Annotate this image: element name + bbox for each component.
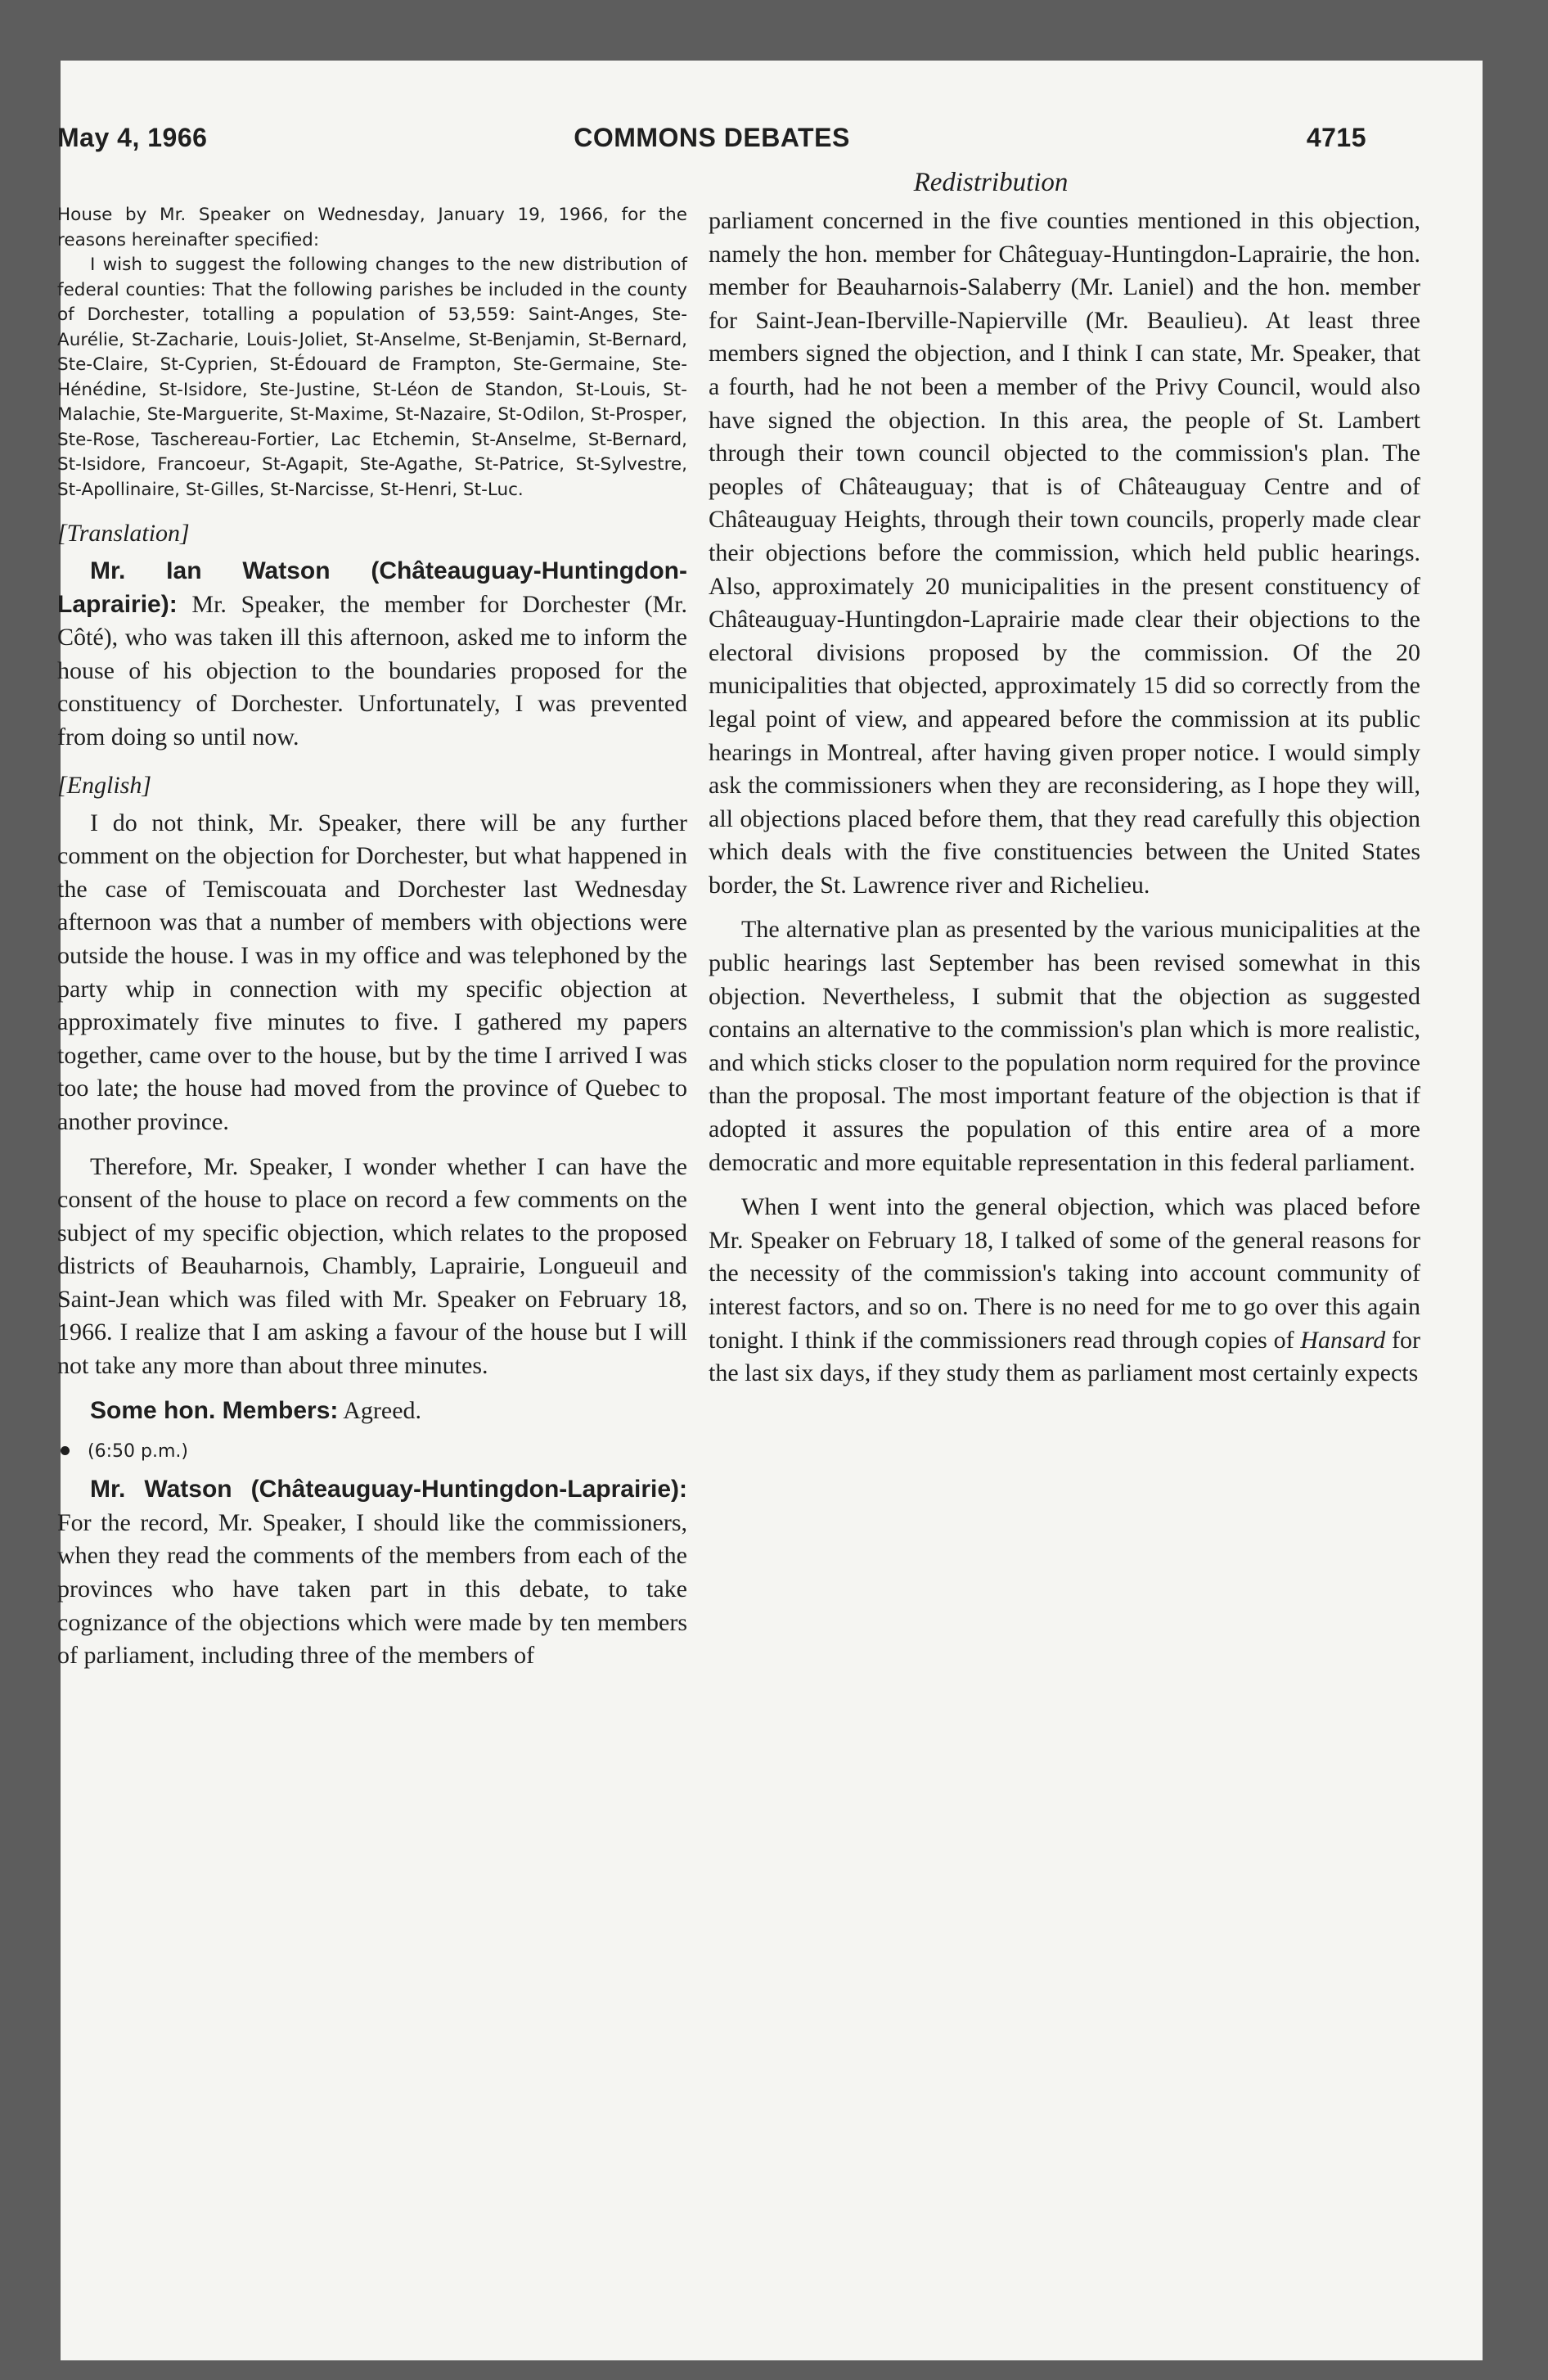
right-column — [709, 205, 1420, 1391]
header-title: COMMONS DEBATES — [574, 123, 850, 152]
left-column — [57, 203, 687, 1673]
hansard-title: Hansard — [1300, 1326, 1386, 1354]
speech-paragraph: Mr. Ian Watson (Châteauguay-Huntingdon-Laprairie): Mr. Speaker, the member for Dorchester (Mr. Côté), who was taken ill this afternoon, asked me to inform the house of his objection to the boundaries proposed for the constituency of Dorchester. Unfortunately, I was prevented from doing so until now. — [57, 557, 688, 751]
section-heading: Redistribution — [913, 168, 1069, 197]
bullet-icon — [61, 1446, 70, 1455]
speech-paragraph: Therefore, Mr. Speaker, I wonder whether I can have the consent of the house to place on record a few comments on the subject of my specific objection, which relates to the proposed districts of Beauharnois, Chambly, Laprairie, Longueuil and Saint-Jean which was filed with Mr. Speaker on February 18, 1966. I realize that I am asking a favour of the house but I will not take any more than about three minutes. — [57, 1152, 687, 1380]
notice-paragraph: House by Mr. Speaker on Wednesday, January 19, 1966, for the reasons hereinafter specified: — [57, 205, 687, 250]
speech-paragraph: The alternative plan as presented by the various municipalities at the public hearings last September has been revised somewhat in this objection. Nevertheless, I submit that the objection as suggested contains an alternative to the commission's plan which is more realistic, and which sticks closer to the population norm required for the province than the proposal. The most important feature of the objection is that if adopted it assures the population of this entire area of a more democratic and more equitable representation in this federal parliament. — [709, 916, 1420, 1176]
speaker-name: Mr. Watson (Châteauguay-Huntingdon-Laprairie): — [90, 1476, 687, 1503]
english-label: [English] — [57, 771, 152, 799]
speech-paragraph: parliament concerned in the five counties mentioned in this objection, namely the hon. member for Châteguay-Huntingdon-Laprairie, the hon. member for Beauharnois-Salaberry (Mr. Laniel) and the hon. member for Saint-Jean-Iberville-Napierville (Mr. Beaulieu). At least three members signed the objection, and I think I can state, Mr. Speaker, that a fourth, had he not been a member of the Privy Council, would also have signed the objection. In this area, the people of St. Lambert through their town council objected to the commission's plan. The peoples of Châteauguay; that is of Châteauguay Centre and of Châteauguay Heights, through their town councils, properly made clear their objections before the commission, which held public hearings. Also, approximately 20 municipalities in the present constituency of Châteauguay-Huntingdon-Laprairie made clear their objections to the electoral divisions proposed by the commission. Of the 20 municipalities that objected, approximately 15 did so correctly from the legal point of view, and appeared before the commission at its public hearings in Montreal, after having given proper notice. I would simply ask the commissioners when they are reconsidering, as I hope they will, all objections placed before them, that they read carefully this objection which deals with the five constituencies between the United States border, the St. Lawrence river and Richelieu. — [709, 207, 1420, 899]
speaker-name: Mr. Ian Watson (Châteauguay-Huntingdon-Laprairie): — [57, 557, 687, 618]
header-page-number: 4715 — [1306, 123, 1366, 152]
notice-paragraph: I wish to suggest the following changes to the new distribution of federal counties: That the following parishes be included in the county of Dorchester, totalling a population of 53,559: Saint-Anges, Ste-Aurélie, St-Zacharie, Louis-Joliet, St-Anselme, St-Benjamin, St-Bernard, Ste-Claire, St-Cyprien, St-Édouard de Frampton, Ste-Germaine, Ste-Hénédine, St-Isidore, Ste-Justine, St-Léon de Standon, St-Louis, St-Malachie, Ste-Marguerite, St-Maxime, St-Nazaire, St-Odilon, St-Prosper, Ste-Rose, Taschereau-Fortier, Lac Etchemin, St-Anselme, St-Bernard, St-Isidore, Francoeur, St-Agapit, Ste-Agathe, St-Patrice, St-Sylvestre, St-Apollinaire, St-Gilles, St-Narcisse, St-Henri, St-Luc. — [57, 255, 687, 500]
page-header — [57, 123, 1366, 169]
objection-notice — [57, 203, 687, 503]
time-marker: (6:50 p.m.) — [57, 1436, 687, 1468]
speech-paragraph: When I went into the general objection, which was placed before Mr. Speaker on February 18, I talked of some of the general reasons for the necessity of the commission's taking into account community of interest factors, and so on. There is no need for me to go over this again tonight. I think if the commissioners read through copies of Hansard for the last six days, if they study them as parliament most certainly expects — [709, 1193, 1421, 1387]
speech-paragraph: Mr. Watson (Châteauguay-Huntingdon-Laprairie): For the record, Mr. Speaker, I should like the commissioners, when they read the comments of the members from each of the provinces who have taken part in this debate, to take cognizance of the objections which were made by ten members of parliament, including three of the members of — [57, 1476, 687, 1670]
speech-paragraph: Some hon. Members: Agreed. — [90, 1396, 422, 1424]
speech-paragraph: I do not think, Mr. Speaker, there will be any further comment on the objection for Dorchester, but what happened in the case of Temiscouata and Dorchester last Wednesday afternoon was that a number of members with objections were outside the house. I was in my office and was telephoned by the party whip in connection with my specific objection at approximately five minutes to five. I gathered my papers together, came over to the house, but by the time I arrived I was too late; the house had moved from the province of Quebec to another province. — [57, 809, 687, 1135]
header-date: May 4, 1966 — [57, 123, 208, 152]
speaker-name: Some hon. Members: — [90, 1396, 339, 1424]
translation-label: [Translation] — [57, 520, 190, 547]
